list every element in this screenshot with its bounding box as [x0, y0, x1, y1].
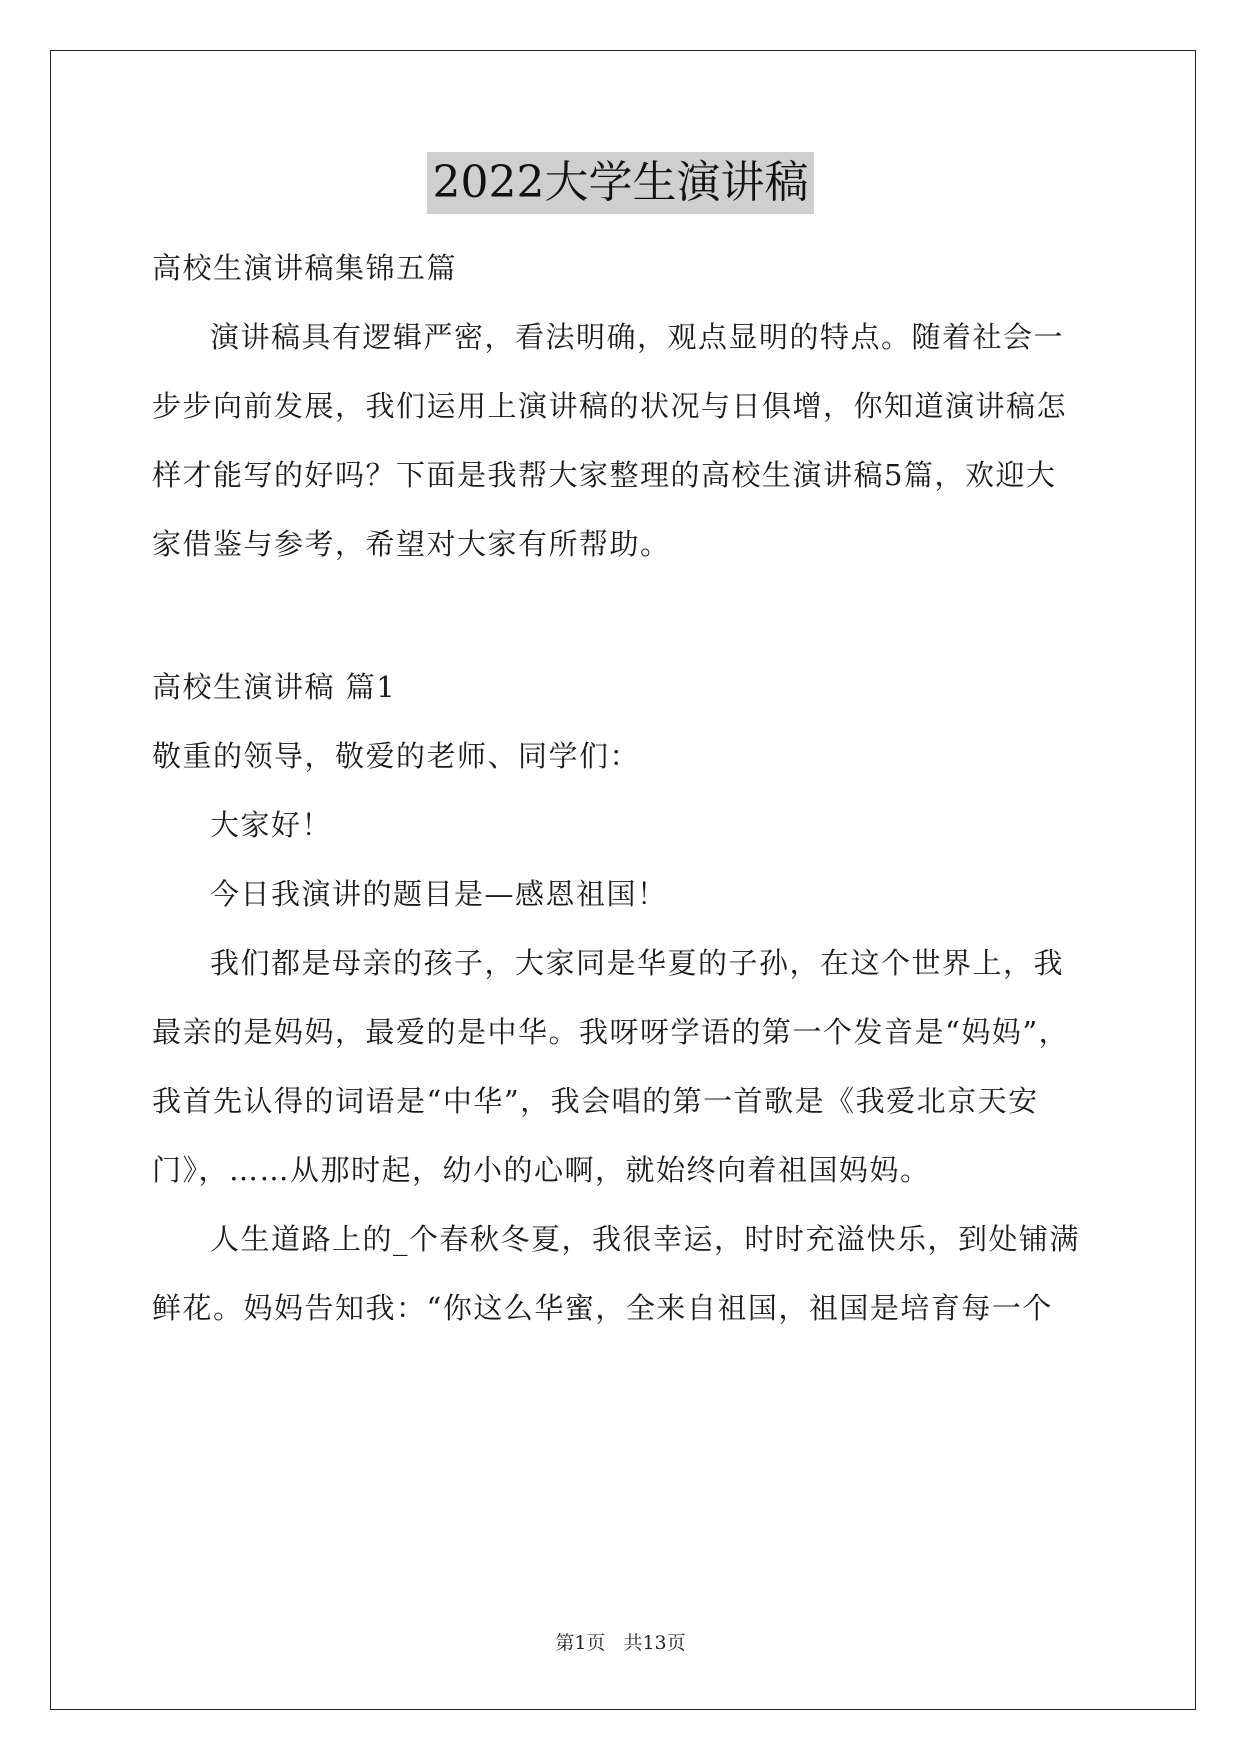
paragraph-line: 样才能写的好吗？下面是我帮大家整理的高校生演讲稿5篇，欢迎大	[152, 458, 1057, 492]
section-heading: 高校生演讲稿 篇1	[152, 670, 397, 704]
paragraph-line: 步步向前发展，我们运用上演讲稿的状况与日俱增，你知道演讲稿怎	[152, 389, 1068, 423]
greeting: 大家好！	[210, 808, 333, 842]
page-footer	[0, 1628, 1241, 1655]
page-total: 共13页	[623, 1632, 686, 1654]
paragraph-line: 鲜花。妈妈告知我：“你这么华蜜，全来自祖国，祖国是培育每一个	[152, 1291, 1053, 1325]
paragraph-line: 今日我演讲的题目是—感恩祖国！	[210, 877, 668, 911]
paragraph-line: 演讲稿具有逻辑严密，看法明确，观点显明的特点。随着社会一	[210, 320, 1065, 354]
title-container	[0, 152, 1241, 214]
document-title: 2022大学生演讲稿	[427, 152, 815, 214]
salutation: 敬重的领导，敬爱的老师、同学们：	[152, 739, 641, 773]
intro-heading: 高校生演讲稿集锦五篇	[152, 251, 458, 285]
paragraph-line: 最亲的是妈妈，最爱的是中华。我呀呀学语的第一个发音是“妈妈”，	[152, 1015, 1070, 1049]
paragraph-line: 家借鉴与参考，希望对大家有所帮助。	[152, 527, 671, 561]
paragraph-line: 人生道路上的_个春秋冬夏，我很幸运，时时充溢快乐，到处铺满	[210, 1222, 1081, 1256]
paragraph-line: 门》，……从那时起，幼小的心啊，就始终向着祖国妈妈。	[152, 1153, 931, 1187]
paragraph-line: 我们都是母亲的孩子，大家同是华夏的子孙，在这个世界上，我	[210, 946, 1065, 980]
page-number: 第1页	[555, 1632, 606, 1654]
paragraph-line: 我首先认得的词语是“中华”，我会唱的第一首歌是《我爱北京天安	[152, 1084, 1039, 1118]
